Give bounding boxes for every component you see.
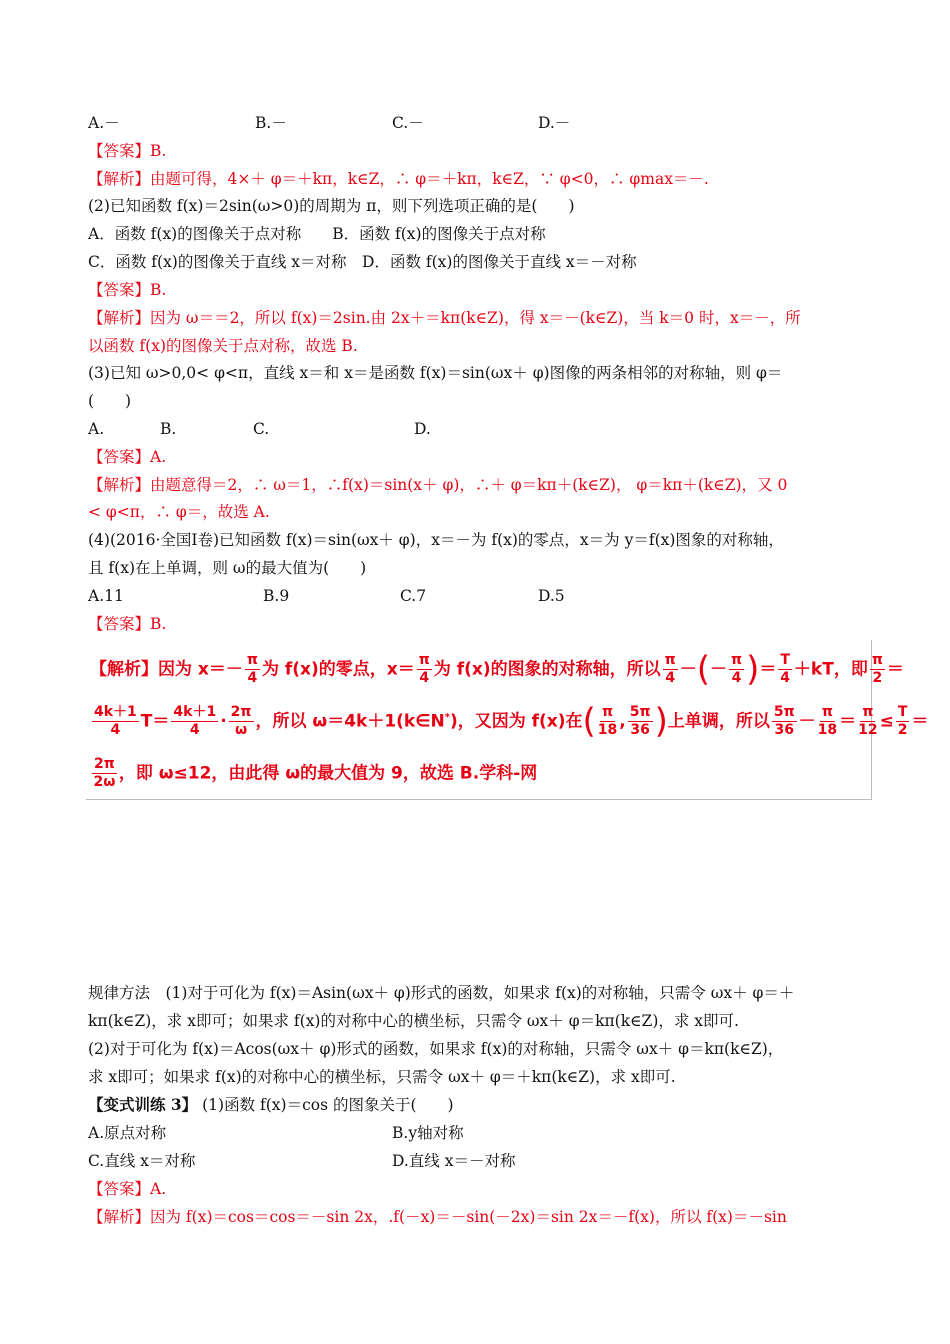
q2-options-cd: C．函数 f(x)的图像关于直线 x＝对称 D．函数 f(x)的图像关于直线 x＝－对称 xyxy=(88,253,637,271)
exercise3-question: (1)函数 f(x)＝cos 的图象关于( ) xyxy=(202,1096,454,1114)
q1-analysis: 【解析】由题可得，4×＋ φ＝＋kπ，k∈Z，∴ φ＝＋kπ，k∈Z，∵ φ<0，∴ φmax＝－. xyxy=(88,170,709,188)
q3-analysis-line2: < φ<π，∴ φ＝，故选 A. xyxy=(88,503,270,521)
ex3-analysis: 【解析】因为 f(x)＝cos＝cos＝－sin 2x，.f(－x)＝－sin(－2x)＝sin 2x＝－f(x)，所以 f(x)＝－sin xyxy=(88,1208,787,1226)
ex3-option-b: B.y轴对称 xyxy=(392,1124,464,1142)
q4-option-c: C.7 xyxy=(400,587,427,605)
q1-option-d: D.－ xyxy=(538,114,571,132)
box-line3: $\frac{2\pi}{2\omega}$ ，即 ω≤12，由此得 ω的最大值为 9，故选 B.学科-网 xyxy=(93,756,538,790)
q4-stem-line2: 且 f(x)在上单调，则 ω的最大值为( ) xyxy=(88,559,367,577)
q1-answer: 【答案】B. xyxy=(88,142,167,160)
q2-analysis-line2: 以函数 f(x)的图像关于点对称，故选 B. xyxy=(88,337,358,355)
q1-option-a: A.－ xyxy=(88,114,120,132)
q3-stem-line2: ( ) xyxy=(88,392,132,410)
rule-line3: (2)对于可化为 f(x)＝Acos(ωx＋ φ)形式的函数，如果求 f(x)的对称轴，只需令 ωx＋ φ＝kπ(k∈Z)， xyxy=(88,1040,784,1058)
q1-option-b: B.－ xyxy=(255,114,287,132)
ex3-option-c: C.直线 x＝对称 xyxy=(88,1152,196,1170)
q3-option-b: B. xyxy=(160,420,177,438)
q2-answer: 【答案】B. xyxy=(88,281,167,299)
q4-analysis-box xyxy=(86,640,929,800)
q4-option-a: A.11 xyxy=(88,587,124,605)
rule-line1: 规律方法 (1)对于可化为 f(x)＝Asin(ωx＋ φ)形式的函数，如果求 f(x)的对称轴，只需令 ωx＋ φ＝＋ xyxy=(88,984,795,1002)
box-line2: $\frac{4k+1}{4}$ T＝ $\frac{4k+1}{4}$ · $\frac{2\pi}{\omega}$ ，所以 ω＝4k＋1(k∈N*)，又因为 f(x)在( $\frac{\pi}{18}$ , $\frac{5\pi}{36}$ )上单调，所以 $\frac{5\pi}{36}$ － $\frac{\pi}{18}$ ＝ $\frac{\pi}{12}$ ≤ $\frac{T}{2}$ ＝ xyxy=(94,701,929,742)
q3-answer: 【答案】A. xyxy=(88,448,167,466)
q2-analysis-line1: 【解析】因为 ω＝＝2，所以 f(x)＝2sin.由 2x＋＝kπ(k∈Z)，得 x＝－(k∈Z)，当 k＝0 时，x＝－，所 xyxy=(88,309,801,327)
q4-stem-line1: (4)(2016·全国Ⅰ卷)已知函数 f(x)＝sin(ωx＋ φ)，x＝－为 f(x)的零点，x＝为 y＝f(x)图象的对称轴， xyxy=(88,531,784,549)
box-line1: 【解析】因为 x＝－ $\frac{\pi}{4}$ 为 f(x)的零点，x＝ $\frac{\pi}{4}$ 为 f(x)的图象的对称轴，所以 $\frac{\pi}{4}$ －(－ $\frac{\pi}{4}$ )＝ $\frac{T}{4}$ ＋kT，即 $\frac{\pi}{2}$ ＝ xyxy=(90,649,904,690)
rule-line4: 求 x即可；如果求 f(x)的对称中心的横坐标，只需令 ωx＋ φ＝＋kπ(k∈Z)，求 x即可. xyxy=(88,1068,676,1086)
q2-options-ab: A．函数 f(x)的图像关于点对称 B．函数 f(x)的图像关于点对称 xyxy=(88,225,546,243)
q3-stem-line1: (3)已知 ω>0,0< φ<π，直线 x＝和 x＝是函数 f(x)＝sin(ωx＋ φ)图像的两条相邻的对称轴，则 φ＝ xyxy=(88,364,783,382)
ex3-option-a: A.原点对称 xyxy=(88,1124,167,1142)
q3-analysis-line1: 【解析】由题意得＝2，∴ ω＝1，∴f(x)＝sin(x＋ φ)，∴＋ φ＝kπ＋(k∈Z)， φ＝kπ＋(k∈Z)，又 0 xyxy=(88,476,788,494)
q4-option-b: B.9 xyxy=(263,587,290,605)
rule-line2: kπ(k∈Z)，求 x即可；如果求 f(x)的对称中心的横坐标，只需令 ωx＋ φ＝kπ(k∈Z)，求 x即可. xyxy=(88,1012,739,1030)
exercise3-stem xyxy=(88,1095,454,1115)
q3-option-c: C. xyxy=(253,420,270,438)
q1-option-c: C.－ xyxy=(392,114,424,132)
ex3-option-d: D.直线 x＝－对称 xyxy=(392,1152,516,1170)
q2-stem: (2)已知函数 f(x)＝2sin(ω>0)的周期为 π，则下列选项正确的是( ) xyxy=(88,197,575,215)
q4-option-d: D.5 xyxy=(538,587,565,605)
q4-answer: 【答案】B. xyxy=(88,615,167,633)
ex3-answer: 【答案】A. xyxy=(88,1180,167,1198)
exercise3-label: 【变式训练 3】 xyxy=(88,1095,198,1114)
q3-option-a: A. xyxy=(88,420,105,438)
q3-option-d: D. xyxy=(414,420,431,438)
